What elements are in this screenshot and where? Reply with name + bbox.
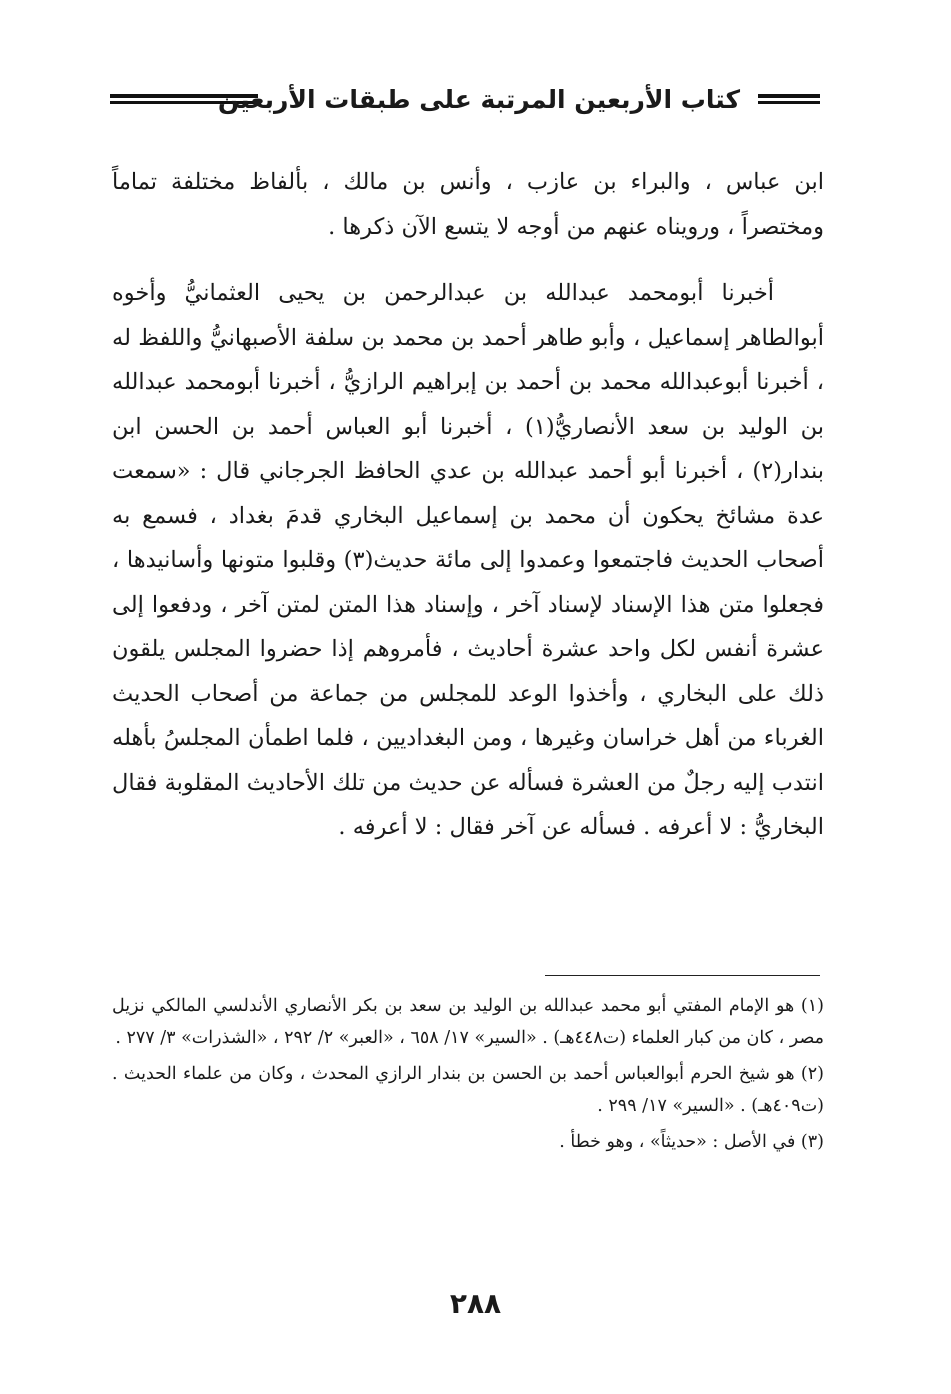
footnotes	[112, 990, 824, 1158]
header-title: كتاب الأربعين المرتبة على طبقات الأربعين	[217, 85, 740, 114]
running-header	[110, 80, 820, 120]
paragraph-1: ابن عباس ، والبراء بن عازب ، وأنس بن مالك ، بألفاظ مختلفة تماماً ومختصراً ، ورويناه عنهم من أوجه لا يتسع الآن ذكرها .	[112, 169, 824, 240]
page-number: ٢٨٨	[449, 1287, 502, 1320]
footnote-separator	[545, 975, 820, 976]
footnote-2: (٢) هو شيخ الحرم أبوالعباس أحمد بن الحسن بن بندار الرازي المحدث ، وكان من علماء الحديث . (ت٤٠٩هـ) . «السير» ١٧/ ٢٩٩ .	[112, 1064, 824, 1116]
footnote-1: (١) هو الإمام المفتي أبو محمد عبدالله بن الوليد بن سعد بن بكر الأنصاري الأندلسي المالكي نزيل مصر ، كان من كبار العلماء (ت٤٤٨هـ) . «السير» ١٧/ ٦٥٨ ، «العبر» ٢/ ٢٩٢ ، «الشذرات» ٣/ ٢٧٧ .	[112, 996, 824, 1048]
main-text	[112, 160, 824, 850]
footnote-3: (٣) في الأصل : «حديثاً» ، وهو خطأ .	[559, 1132, 824, 1152]
header-rule-right	[758, 94, 820, 104]
paragraph-2: أخبرنا أبومحمد عبدالله بن عبدالرحمن بن يحيى العثمانيُّ وأخوه أبوالطاهر إسماعيل ، وأبو طاهر أحمد بن محمد بن سلفة الأصبهانيُّ واللفظ له ، أخبرنا أبوعبدالله محمد بن أحمد بن إبراهيم الرازيُّ ، أخبرنا أبومحمد عبدالله بن الوليد بن سعد الأنصاريُّ(١) ، أخبرنا أبو العباس أحمد بن الحسن ابن بندار(٢) ، أخبرنا أبو أحمد عبدالله بن عدي الحافظ الجرجاني قال : «سمعت عدة مشائخ يحكون أن محمد بن إسماعيل البخاري قدمَ بغداد ، فسمع به أصحاب الحديث فاجتمعوا وعمدوا إلى مائة حديث(٣) وقلبوا متونها وأسانيدها ، فجعلوا متن هذا الإسناد لإسناد آخر ، وإسناد هذا المتن لمتن آخر ، ودفعوا إلى عشرة أنفس لكل واحد عشرة أحاديث ، فأمروهم إذا حضروا المجلس يلقون ذلك على البخاري ، وأخذوا الوعد للمجلس من جماعة من أصحاب الحديث الغرباء من أهل خراسان وغيرها ، ومن البغداديين ، فلما اطمأن المجلسُ بأهله انتدب إليه رجلٌ من العشرة فسأله عن حديث من تلك الأحاديث المقلوبة فقال البخاريُّ : لا أعرفه . فسأله عن آخر فقال : لا أعرفه .	[112, 280, 824, 840]
